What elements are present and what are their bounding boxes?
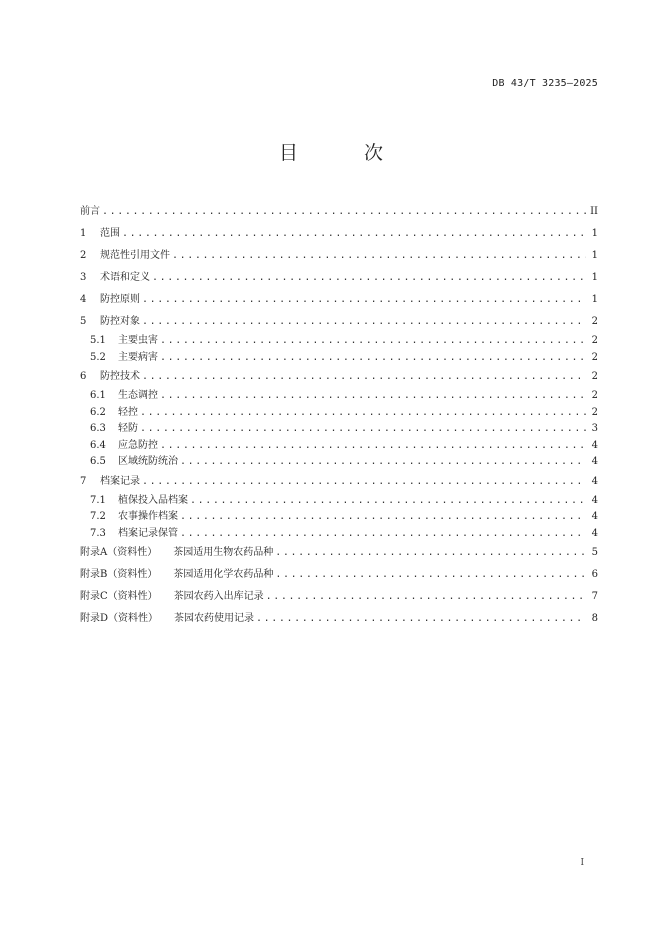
- toc-page: 2: [591, 406, 598, 418]
- toc-entry-6-4[interactable]: [80, 438, 598, 455]
- toc-appendix-tag: 附录C（资料性）: [80, 591, 158, 602]
- toc-entry-7-3[interactable]: [80, 526, 598, 543]
- toc-number: 7: [80, 475, 87, 487]
- toc-page: 2: [591, 316, 598, 327]
- table-of-contents: [80, 201, 598, 630]
- toc-page: 2: [591, 390, 598, 401]
- toc-entry-4[interactable]: [80, 289, 598, 311]
- toc-label: 茶园农药入出库记录: [173, 591, 264, 602]
- toc-number: 6.3: [90, 423, 106, 434]
- toc-label: 防控原则: [100, 294, 140, 305]
- toc-entry-foreword[interactable]: [80, 201, 598, 223]
- toc-entry-6-5[interactable]: [80, 454, 598, 471]
- toc-number: 4: [80, 294, 87, 305]
- toc-leader-dots: [275, 564, 586, 586]
- toc-number: 6.4: [90, 439, 106, 451]
- toc-page: 7: [591, 591, 598, 602]
- toc-page: 3: [591, 423, 598, 434]
- toc-page: 6: [591, 569, 598, 580]
- toc-leader-dots: [160, 388, 586, 405]
- toc-entry-6-1[interactable]: [80, 388, 598, 405]
- page-number: I: [580, 858, 584, 868]
- toc-leader-dots: [160, 438, 586, 455]
- toc-label: 防控对象: [100, 316, 140, 327]
- toc-leader-dots: [180, 454, 586, 471]
- toc-page: 4: [591, 456, 598, 467]
- toc-label: 防控技术: [100, 371, 140, 382]
- toc-entry-5-2[interactable]: [80, 350, 598, 367]
- toc-page: 4: [591, 527, 598, 539]
- toc-leader-dots: [142, 471, 586, 493]
- toc-leader-dots: [180, 509, 586, 526]
- toc-label: 植保投入品档案: [118, 494, 188, 506]
- toc-label: 轻控: [118, 406, 138, 418]
- toc-label: 范围: [100, 228, 120, 239]
- toc-page: 5: [591, 547, 598, 558]
- toc-label: 前言: [80, 206, 100, 217]
- toc-leader-dots: [122, 223, 586, 245]
- toc-entry-1[interactable]: [80, 223, 598, 245]
- toc-entry-2[interactable]: [80, 245, 598, 267]
- toc-number: 3: [80, 272, 87, 283]
- toc-appendix-tag: 附录D（资料性）: [80, 613, 159, 624]
- toc-number: 6.2: [90, 406, 106, 418]
- toc-leader-dots: [160, 333, 586, 350]
- toc-page: 2: [591, 335, 598, 346]
- toc-page: 2: [591, 351, 598, 363]
- toc-number: 6.5: [90, 456, 106, 467]
- toc-entry-appendix-b[interactable]: [80, 564, 598, 586]
- page-title: 目 次: [278, 142, 414, 164]
- toc-page: 2: [591, 371, 598, 382]
- toc-leader-dots: [140, 421, 586, 438]
- toc-leader-dots: [152, 267, 586, 289]
- toc-leader-dots: [142, 289, 586, 311]
- toc-entry-5-1[interactable]: [80, 333, 598, 350]
- toc-page: 4: [591, 475, 598, 487]
- toc-page: 4: [591, 511, 598, 522]
- toc-entry-3[interactable]: [80, 267, 598, 289]
- toc-number: 7.1: [90, 494, 106, 506]
- toc-label: 应急防控: [118, 439, 158, 451]
- toc-number: 5.2: [90, 351, 106, 363]
- toc-entry-6[interactable]: [80, 366, 598, 388]
- toc-entry-7[interactable]: [80, 471, 598, 493]
- toc-label: 档案记录: [100, 475, 140, 487]
- toc-label: 主要病害: [118, 351, 158, 363]
- toc-leader-dots: [275, 542, 586, 564]
- toc-entry-appendix-d[interactable]: [80, 608, 598, 630]
- toc-leader-dots: [142, 366, 586, 388]
- toc-page: 4: [591, 494, 598, 506]
- toc-number: 1: [80, 228, 87, 239]
- toc-entry-6-3[interactable]: [80, 421, 598, 438]
- toc-label: 区域统防统治: [118, 456, 178, 467]
- toc-number: 5: [80, 316, 87, 327]
- toc-page: 4: [591, 439, 598, 451]
- toc-entry-appendix-c[interactable]: [80, 586, 598, 608]
- toc-leader-dots: [142, 311, 586, 333]
- toc-label: 主要虫害: [118, 335, 158, 346]
- toc-leader-dots: [102, 201, 586, 223]
- toc-label: 规范性引用文件: [100, 250, 170, 261]
- toc-number: 5.1: [90, 335, 106, 346]
- toc-leader-dots: [140, 405, 586, 422]
- toc-leader-dots: [172, 245, 586, 267]
- toc-page: 1: [591, 294, 598, 305]
- toc-page: 1: [591, 272, 598, 283]
- toc-page: II: [590, 206, 598, 217]
- toc-leader-dots: [190, 493, 586, 510]
- toc-page: 1: [591, 250, 598, 261]
- toc-number: 2: [80, 250, 87, 261]
- toc-label: 茶园适用生物农药品种: [173, 547, 274, 558]
- toc-entry-appendix-a[interactable]: [80, 542, 598, 564]
- toc-number: 7.2: [90, 511, 106, 522]
- toc-leader-dots: [160, 350, 586, 367]
- toc-number: 7.3: [90, 527, 106, 539]
- toc-label: 术语和定义: [100, 272, 150, 283]
- toc-number: 6.1: [90, 390, 106, 401]
- toc-label: 生态调控: [118, 390, 158, 401]
- toc-entry-7-1[interactable]: [80, 493, 598, 510]
- toc-label: 茶园适用化学农药品种: [173, 569, 274, 580]
- toc-label: 茶园农药使用记录: [174, 613, 255, 624]
- toc-appendix-tag: 附录A（资料性）: [80, 547, 158, 558]
- toc-leader-dots: [180, 526, 586, 543]
- toc-entry-6-2[interactable]: [80, 405, 598, 422]
- toc-leader-dots: [256, 608, 586, 630]
- toc-entry-7-2[interactable]: [80, 509, 598, 526]
- toc-label: 档案记录保管: [118, 527, 178, 539]
- toc-label: 农事操作档案: [118, 511, 178, 522]
- toc-entry-5[interactable]: [80, 311, 598, 333]
- toc-leader-dots: [266, 586, 586, 608]
- toc-appendix-tag: 附录B（资料性）: [80, 569, 158, 580]
- document-id: DB 43/T 3235—2025: [492, 78, 598, 89]
- toc-label: 轻防: [118, 423, 138, 434]
- toc-page: 8: [591, 613, 598, 624]
- toc-page: 1: [591, 228, 598, 239]
- toc-number: 6: [80, 371, 87, 382]
